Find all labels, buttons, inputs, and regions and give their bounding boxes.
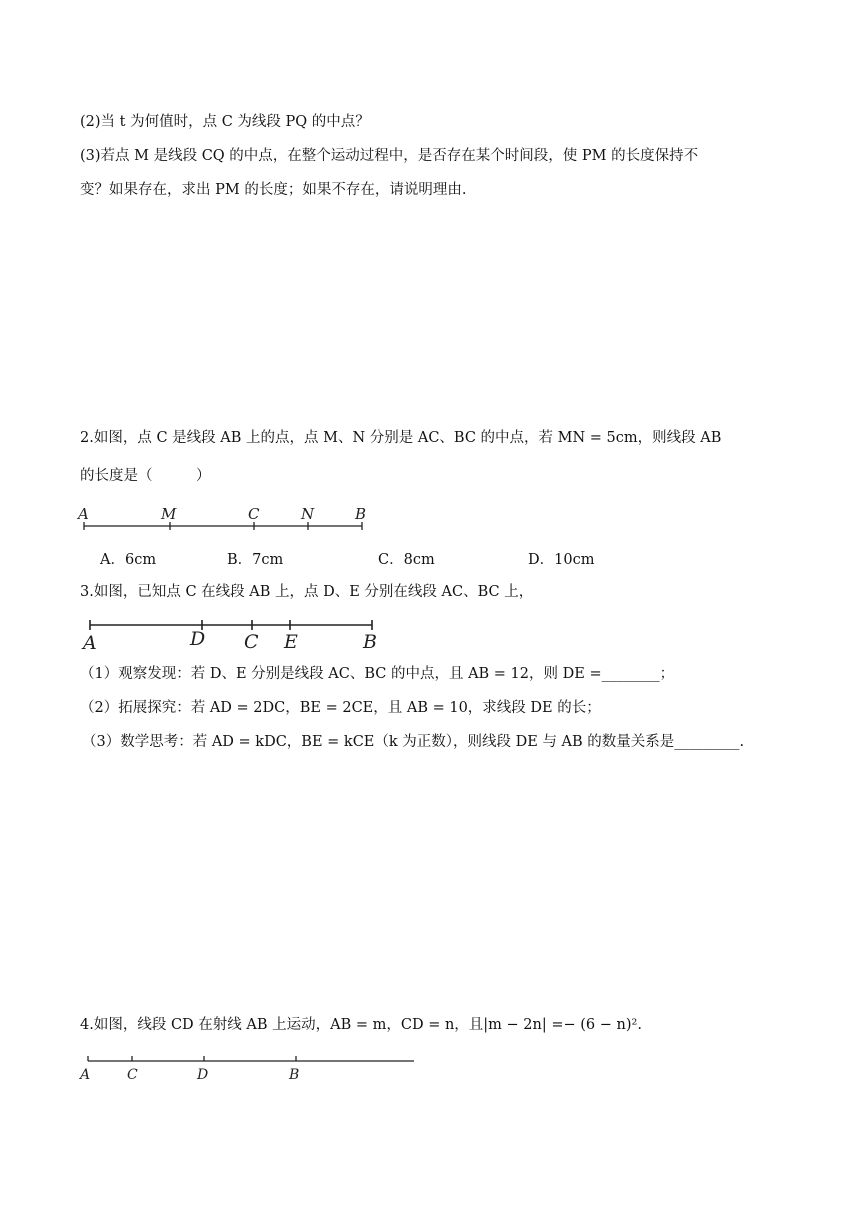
q4-label-d: D [197,1067,209,1083]
q3-label-d: D [190,628,206,650]
q4-label-a: A [80,1067,91,1083]
q4-label-c: C [127,1067,138,1083]
q1-part3-line2: 变？如果存在，求出 PM 的长度；如果不存在，请说明理由. [80,182,467,198]
q1-part2: (2)当 t 为何值时，点 C 为线段 PQ 的中点？ [80,114,370,130]
q3-part1: （1）观察发现：若 D、E 分别是线段 AC、BC 的中点，且 AB = 12，则 DE =________； [80,666,675,682]
q3-part3: （3）数学思考：若 AD = kDC，BE = kCE（k 为正数），则线段 DE 与 AB 的数量关系是_________. [82,734,745,750]
q2-option-b: B．7cm [227,552,284,568]
q2-label-m: M [161,505,177,523]
q3-label-c: C [244,631,259,653]
q2-option-c: C．8cm [378,552,435,568]
q2-stem-line2: 的长度是（ ） [80,468,211,484]
q3-stem: 3.如图，已知点 C 在线段 AB 上，点 D、E 分别在线段 AC、BC 上， [80,584,534,600]
q3-part2: （2）拓展探究：若 AD = 2DC，BE = 2CE，且 AB = 10，求线段 DE 的长； [80,700,601,716]
q3-label-e: E [284,631,298,653]
q4-stem: 4.如图，线段 CD 在射线 AB 上运动，AB = m，CD = n，且|m − 2n| =− (6 − n)². [80,1017,642,1033]
q2-label-n: N [301,505,315,523]
q2-label-b: B [355,505,367,523]
q2-option-a: A．6cm [100,552,157,568]
q2-label-c: C [248,505,260,523]
q1-part3-line1: (3)若点 M 是线段 CQ 的中点，在整个运动过程中，是否存在某个时间段，使 PM 的长度保持不 [80,148,699,164]
q2-label-a: A [78,505,89,523]
q3-label-b: B [363,631,377,653]
q4-label-b: B [289,1067,300,1083]
q2-stem-line1: 2.如图，点 C 是线段 AB 上的点，点 M、N 分别是 AC、BC 的中点，若 MN = 5cm，则线段 AB [80,430,722,446]
q3-label-a: A [83,632,97,654]
q2-option-d: D．10cm [528,552,595,568]
